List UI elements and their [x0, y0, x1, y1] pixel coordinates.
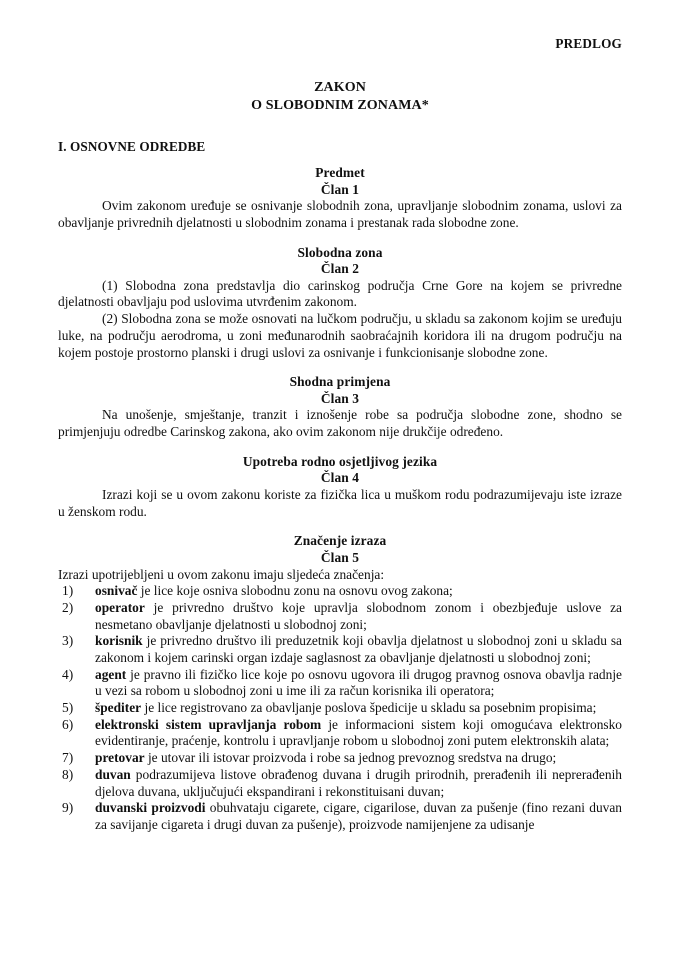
article-3-number: Član 3 — [320, 390, 360, 406]
article-5-title: Značenje izraza — [293, 533, 387, 549]
article-2-number: Član 2 — [320, 261, 360, 277]
definition-item-term: agent — [95, 666, 127, 682]
definition-item-term: duvan — [95, 766, 131, 782]
definition-item — [58, 600, 622, 633]
definition-item-text: je lice registrovano za obavljanje poslova špedicije u skladu sa posebnim propisima; — [141, 700, 597, 716]
definition-item-term: operator — [95, 599, 145, 615]
definition-item — [58, 633, 622, 666]
article-3-title: Shodna primjena — [289, 374, 391, 390]
article-5 — [58, 533, 622, 833]
article-2-title: Slobodna zona — [297, 244, 383, 260]
article-1 — [58, 165, 622, 232]
definition-item-term: korisnik — [95, 633, 143, 649]
definition-item-number: 2) — [62, 599, 74, 615]
definition-item-number: 9) — [62, 800, 74, 816]
definition-item-text: je privredno društvo ili preduzetnik koji obavlja djelatnost u slobodnoj zoni u skladu sa zakonom i kojem carinski organ izdaje saglasnost za obavljanje djelatnosti u slobodnoj zoni; — [95, 633, 622, 666]
title-line-1: ZAKON — [314, 79, 366, 95]
definition-item — [58, 667, 622, 700]
definition-item-text: je privredno društvo koje upravlja slobodnom zonom i obezbjeđuje uslove za nesmetano obavljanje djelatnosti u slobodnoj zoni; — [95, 599, 622, 632]
definition-item-term: pretovar — [95, 750, 145, 766]
definition-item — [58, 767, 622, 800]
definition-item-term: špediter — [95, 700, 142, 716]
article-4 — [58, 454, 622, 521]
article-4-paragraph-1: Izrazi koji se u ovom zakonu koriste za fizička lica u muškom rodu podrazumijevaju iste izraze u ženskom rodu. — [58, 487, 622, 519]
definition-item — [58, 750, 622, 767]
article-1-title: Predmet — [315, 164, 365, 180]
definition-item-number: 6) — [62, 716, 74, 732]
definition-item-text: podrazumijeva listove obrađenog duvana i drugih prirodnih, prerađenih ili neprerađenih djelova duvana, uključujući ekspandirani i rekonstituisani duvan; — [95, 766, 622, 799]
definition-item — [58, 800, 622, 833]
article-2-paragraph-2: (2) Slobodna zona se može osnovati na lučkom području, u skladu sa zakonom kojim se uređuju luke, na području aerodroma, u zoni međunarodnih saobraćajnih koridora ili na drugom području na kojem postoje prostorno planski i drugi uslovi za osnivanje i funkcionisanje slobodne zone. — [58, 311, 622, 360]
definition-item-number: 3) — [62, 633, 74, 649]
article-2-paragraph-1: (1) Slobodna zona predstavlja dio carinskog područja Crne Gore na kojem se privredne djelatnosti obavljaju pod uslovima utvrđenim zakonom. — [58, 277, 622, 310]
page-content — [58, 0, 622, 834]
definition-item-term: duvanski proizvodi — [95, 800, 206, 816]
definition-item-term: osnivač — [95, 583, 138, 599]
article-3-paragraph-1: Na unošenje, smještanje, tranzit i iznošenje robe sa područja slobodne zone, shodno se primjenjuju odredbe Carinskog zakona, ako ovim zakonom nije drukčije određeno. — [58, 407, 622, 440]
definition-item-text: je lice koje osniva slobodnu zonu na osnovu ovog zakona; — [137, 583, 453, 599]
article-3 — [58, 374, 622, 441]
definition-item-text: je utovar ili istovar proizvoda i robe sa jednog prevoznog sredstva na drugo; — [144, 750, 557, 766]
definition-item — [58, 717, 622, 750]
title-line-2: O SLOBODNIM ZONAMA* — [251, 98, 429, 114]
definition-item-number: 7) — [62, 750, 74, 766]
chapter-heading: I. OSNOVNE ODREDBE — [58, 138, 206, 154]
definition-list — [58, 583, 622, 833]
definition-item-number: 4) — [62, 666, 74, 682]
definition-item — [58, 700, 622, 717]
article-1-number: Član 1 — [320, 181, 360, 197]
article-2 — [58, 245, 622, 362]
page-title — [58, 79, 622, 116]
definition-item-number: 5) — [62, 700, 74, 716]
document-type-label: PREDLOG — [555, 36, 622, 51]
definition-item-text: je informacioni sistem koji omogućava elektronsko evidentiranje, praćenje, kontrolu i upravljanje robom u slobodnoj zoni putem elektronskih alata; — [95, 716, 622, 749]
definition-item — [58, 583, 622, 600]
article-4-number: Član 4 — [320, 470, 360, 486]
definition-item-number: 1) — [62, 583, 74, 599]
definition-item-text: je pravno ili fizičko lice koje po osnovu ugovora ili drugog pravnog osnova obavlja radnje u vezi sa robom u slobodnoj zoni u ime ili za račun korisnika ili operatora; — [95, 666, 622, 699]
definition-item-text: obuhvataju cigarete, cigare, cigarilose, duvan za pušenje (fino rezani duvan za savijanje cigareta i drugi duvan za pušenje), proizvode namijenjene za udisanje — [95, 800, 622, 832]
definition-item-number: 8) — [62, 766, 74, 782]
definition-item-term: elektronski sistem upravljanja robom — [95, 716, 322, 732]
article-4-title: Upotreba rodno osjetljivog jezika — [242, 453, 438, 469]
article-1-paragraph-1: Ovim zakonom uređuje se osnivanje slobodnih zona, upravljanje slobodnim zonama, uslovi za obavljanje privrednih djelatnosti u slobodnim zonama i prestanak rada slobodne zone. — [58, 198, 622, 230]
article-5-intro: Izrazi upotrijebljeni u ovom zakonu imaju sljedeća značenja: — [58, 566, 385, 582]
article-5-number: Član 5 — [320, 549, 360, 565]
